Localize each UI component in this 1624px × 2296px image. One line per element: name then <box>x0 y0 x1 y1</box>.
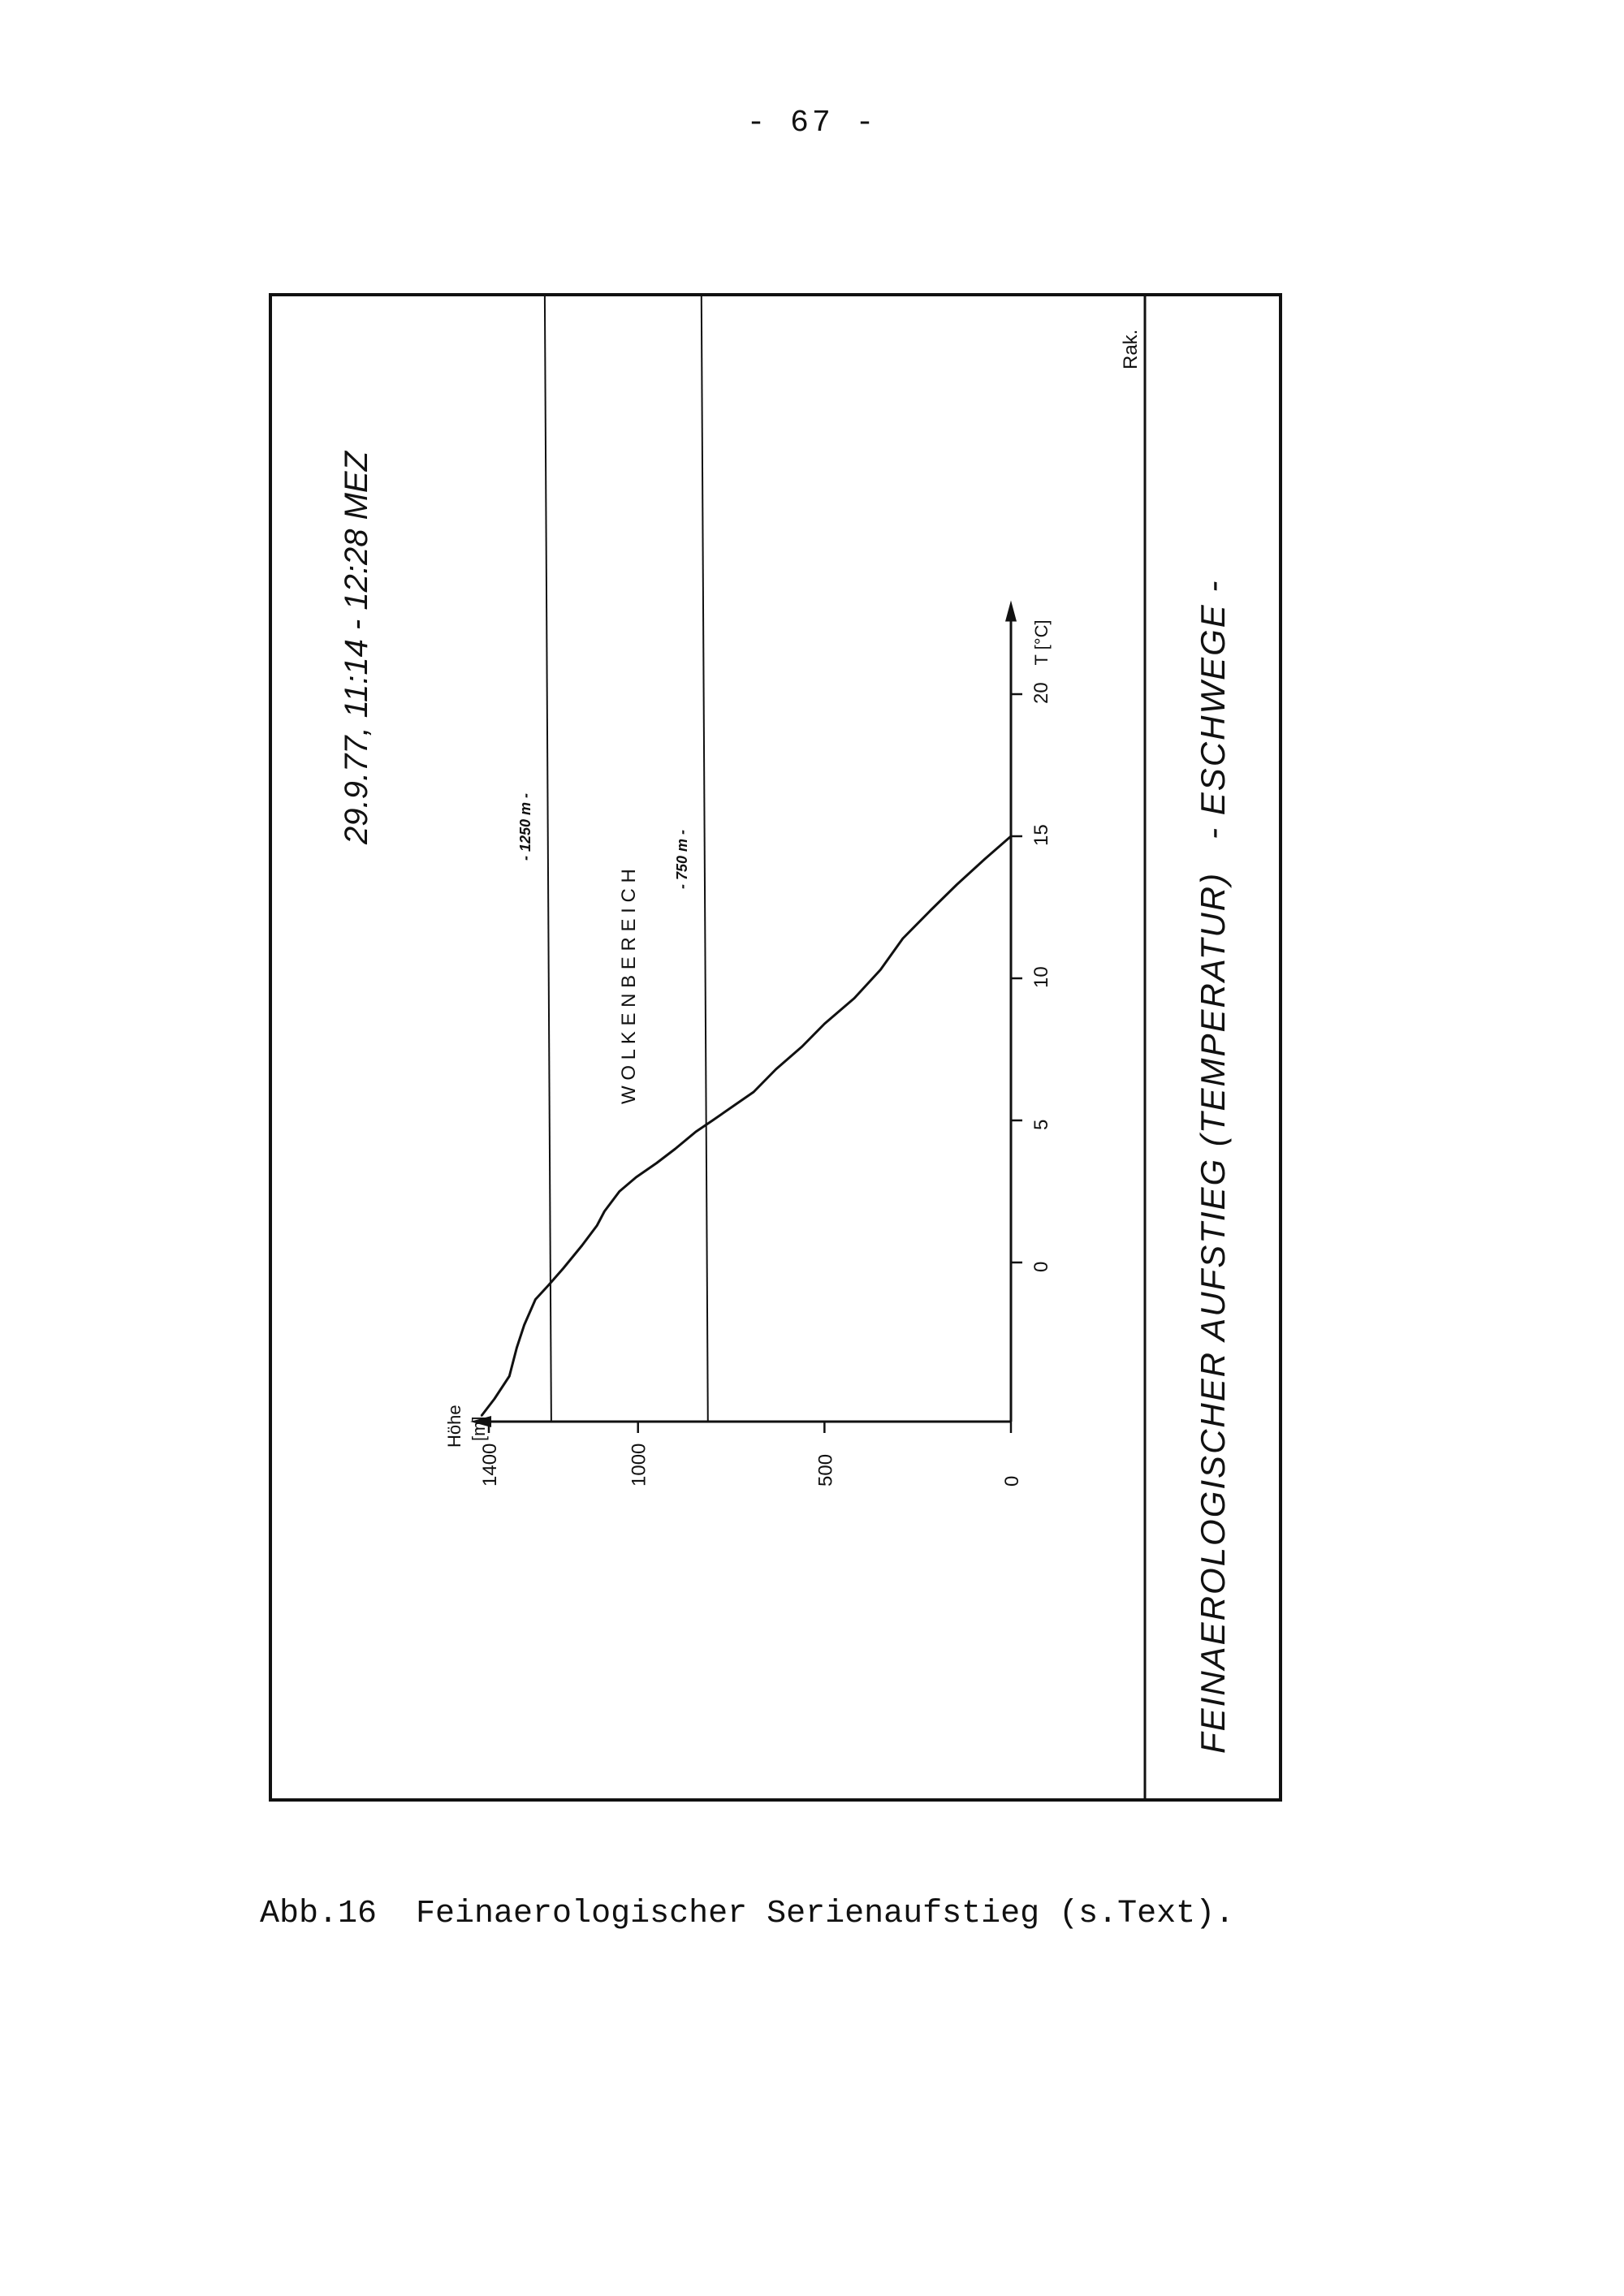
height-axis-label: Höhe <box>444 1405 465 1448</box>
temperature-profile-point <box>695 1131 697 1133</box>
figure-border <box>270 295 1281 1800</box>
temperature-profile-point <box>636 1176 637 1178</box>
temperature-profile-point <box>957 884 958 886</box>
instrument-label: Rak. <box>1120 329 1142 369</box>
height-tick-label: 1000 <box>628 1443 650 1487</box>
temperature-profile-point <box>880 969 882 971</box>
temperature-profile-point <box>581 1245 583 1246</box>
figure-caption <box>260 1896 1234 1932</box>
temperature-profile-point <box>509 1375 511 1377</box>
temperature-profile-point <box>775 1068 777 1070</box>
temperature-profile-point <box>563 1267 564 1269</box>
caption-label: Abb.16 <box>260 1896 378 1932</box>
figure-frame <box>268 292 1283 1802</box>
temperature-profile-point <box>984 858 986 860</box>
temperature-profile-point <box>656 1163 658 1164</box>
temperature-profile-point <box>801 1046 803 1047</box>
temperature-profile-point <box>548 1284 550 1286</box>
temperature-tick-label: 10 <box>1030 966 1052 988</box>
temperature-profile-point <box>604 1211 606 1212</box>
temperature-axis-arrow <box>1005 601 1017 622</box>
temperature-profile-point <box>712 1120 714 1121</box>
temperature-tick-label: 15 <box>1030 824 1052 846</box>
temperature-profile-point <box>535 1299 537 1301</box>
caption-text: Feinaerologischer Serienaufstieg (s.Text). <box>416 1896 1235 1932</box>
height-axis-unit: [m] <box>469 1416 490 1441</box>
temperature-profile-point <box>1010 835 1012 837</box>
cloud-boundary-label: - 1250 m - <box>516 792 533 861</box>
side-title-left: FEINAEROLOGISCHER AUFSTIEG (TEMPERATUR) <box>1194 871 1232 1754</box>
temperature-profile-point <box>619 1191 620 1193</box>
temperature-profile-point <box>853 998 855 999</box>
temperature-tick-label: 20 <box>1030 682 1052 704</box>
temperature-profile-point <box>732 1106 734 1107</box>
height-tick-label: 0 <box>1001 1475 1023 1487</box>
temperature-profile-point <box>596 1225 598 1227</box>
temperature-profile-chart <box>268 292 1283 1802</box>
temperature-axis-label: T [°C] <box>1031 619 1052 666</box>
height-tick-label: 1400 <box>479 1443 501 1487</box>
temperature-profile-point <box>902 938 904 939</box>
temperature-profile-line <box>482 836 1011 1416</box>
temperature-tick-label: 0 <box>1030 1261 1052 1272</box>
temperature-profile-point <box>753 1091 754 1093</box>
cloud-region-label: W O L K E N B E R E I C H <box>618 869 640 1104</box>
cloud-boundary-line <box>545 296 551 1422</box>
temperature-profile-point <box>524 1324 525 1326</box>
height-tick-label: 500 <box>814 1453 837 1487</box>
temperature-profile-point <box>481 1415 482 1417</box>
temperature-tick-label: 5 <box>1030 1119 1052 1130</box>
cloud-boundary-label: - 750 m - <box>673 829 690 889</box>
temperature-profile-point <box>494 1398 495 1400</box>
cloud-boundary-line <box>702 296 708 1422</box>
temperature-profile-point <box>675 1148 676 1150</box>
temperature-profile-point <box>931 909 932 911</box>
datetime-label: 29.9.77, 11:14 - 12:28 MEZ <box>339 451 374 844</box>
temperature-profile-point <box>516 1347 518 1349</box>
side-title <box>1194 580 1232 1754</box>
plot-layer <box>444 296 1052 1487</box>
side-title-right: - ESCHWEGE - <box>1194 579 1232 839</box>
page-number: - 67 - <box>746 106 878 140</box>
temperature-profile-point <box>824 1023 826 1025</box>
